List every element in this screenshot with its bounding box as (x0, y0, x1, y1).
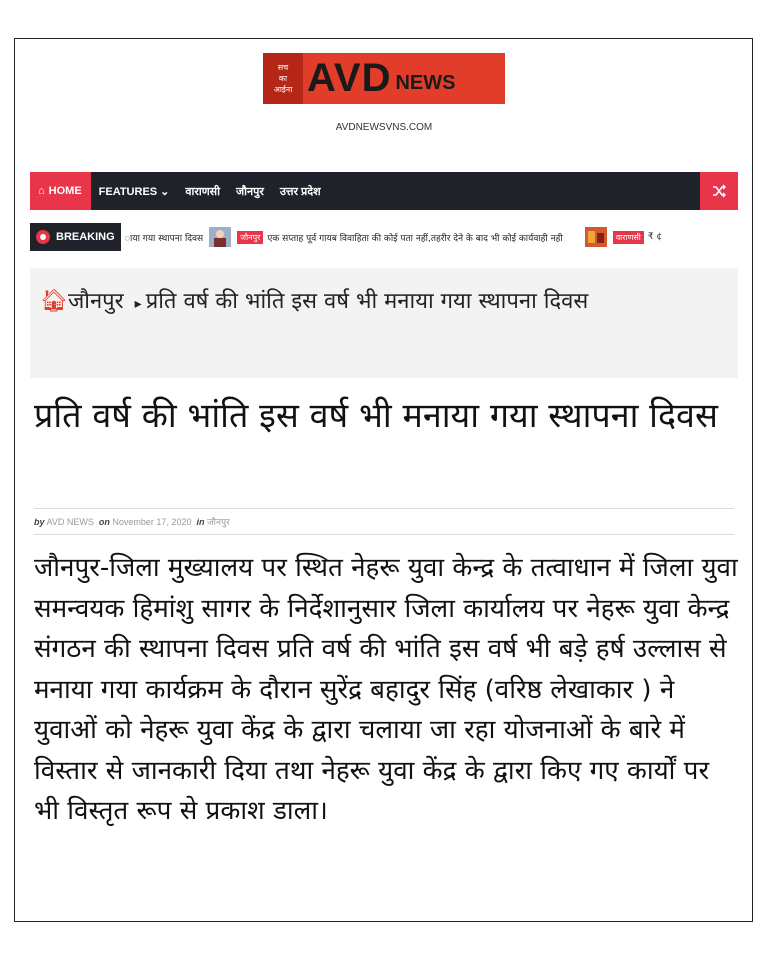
logo-tagline-2: का (278, 74, 288, 83)
home-icon[interactable]: 🏠︎ (40, 289, 68, 314)
article-meta (34, 508, 734, 535)
breaking-label (30, 223, 121, 251)
shuffle-icon[interactable] (700, 172, 738, 210)
ticker-item[interactable]: ाया गया स्थापना दिवस (124, 233, 204, 244)
site-url[interactable]: AVDNEWSVNS.COM (335, 122, 433, 133)
article-date: November 17, 2020 (112, 517, 192, 527)
article-body: जौनपुर-जिला मुख्यालय पर स्थित नेहरू युवा केन्द्र के तत्वाधान में जिला युवा समन्वयक हिमांशु सागर के निर्देशानुसार जिला कार्यालय पर नेहरू युवा केन्द्र संगठन की स्थापना दिवस प्रति वर्ष की भांति इस वर्ष भी बड़े हर्ष उल्लास से मनाया गया कार्यक्रम के दौरान सुरेंद्र बहादुर सिंह (वरिष्ठ लेखाकार ) ने युवाओं को नेहरू युवा केंद्र के द्वारा चलाया जा रहा योजनाओं के बारे में विस्तार से जानकारी दिया तथा नेहरू युवा केंद्र के द्वारा किए गए कार्यों पर भी विस्तृत रूप से प्रकाश डाला। (34, 553, 738, 826)
meta-by-label: by (34, 517, 45, 527)
nav-item-features[interactable]: FEATURES ⌄ (98, 185, 170, 198)
nav-home-label: HOME (48, 185, 82, 197)
logo-tagline-3: आईना (273, 85, 293, 94)
news-thumbnail[interactable] (585, 227, 607, 247)
breaking-news-bar (30, 223, 738, 251)
meta-on-label: on (98, 517, 110, 527)
article-author[interactable]: AVD NEWS (46, 517, 94, 527)
breaking-dot-icon (36, 230, 50, 244)
ticker-category-badge[interactable]: वाराणसी (613, 231, 644, 244)
ticker-item[interactable]: एक सप्ताह पूर्व गायब विवाहिता की कोई पता नहीं,तहरीर देने के बाद भी कोई कार्यवाही नही (267, 233, 563, 244)
breadcrumb-separator: ▸ (134, 296, 142, 312)
logo-brand-suffix: NEWS (395, 72, 456, 94)
breadcrumb (30, 268, 738, 378)
breadcrumb-current: प्रति वर्ष की भांति इस वर्ष भी मनाया गया स्थापना दिवस (145, 289, 589, 314)
breaking-label-text: BREAKING (56, 231, 115, 243)
nav-item-varanasi[interactable]: वाराणसी (185, 185, 220, 198)
breaking-ticker (125, 227, 663, 247)
home-icon: ⌂ (38, 185, 45, 197)
nav-item-jaunpur[interactable]: जौनपुर (235, 185, 264, 198)
logo-tagline (263, 53, 303, 104)
article-category[interactable]: जौनपुर (207, 517, 230, 527)
breadcrumb-category[interactable]: जौनपुर (67, 289, 124, 314)
ticker-category-badge[interactable]: जौनपुर (237, 231, 263, 244)
logo-tagline-1: सच (277, 63, 289, 72)
main-nav (30, 172, 738, 210)
news-thumbnail[interactable] (209, 227, 231, 247)
ticker-item[interactable]: ₹ ¢ (647, 232, 663, 242)
site-logo[interactable] (263, 53, 505, 104)
article-title: प्रति वर्ष की भांति इस वर्ष भी मनाया गया स्थापना दिवस (34, 396, 718, 436)
logo-brand: AVD (307, 56, 392, 100)
nav-item-uttar-pradesh[interactable]: उत्तर प्रदेश (279, 185, 321, 198)
nav-home[interactable] (30, 172, 91, 210)
meta-in-label: in (196, 517, 205, 527)
